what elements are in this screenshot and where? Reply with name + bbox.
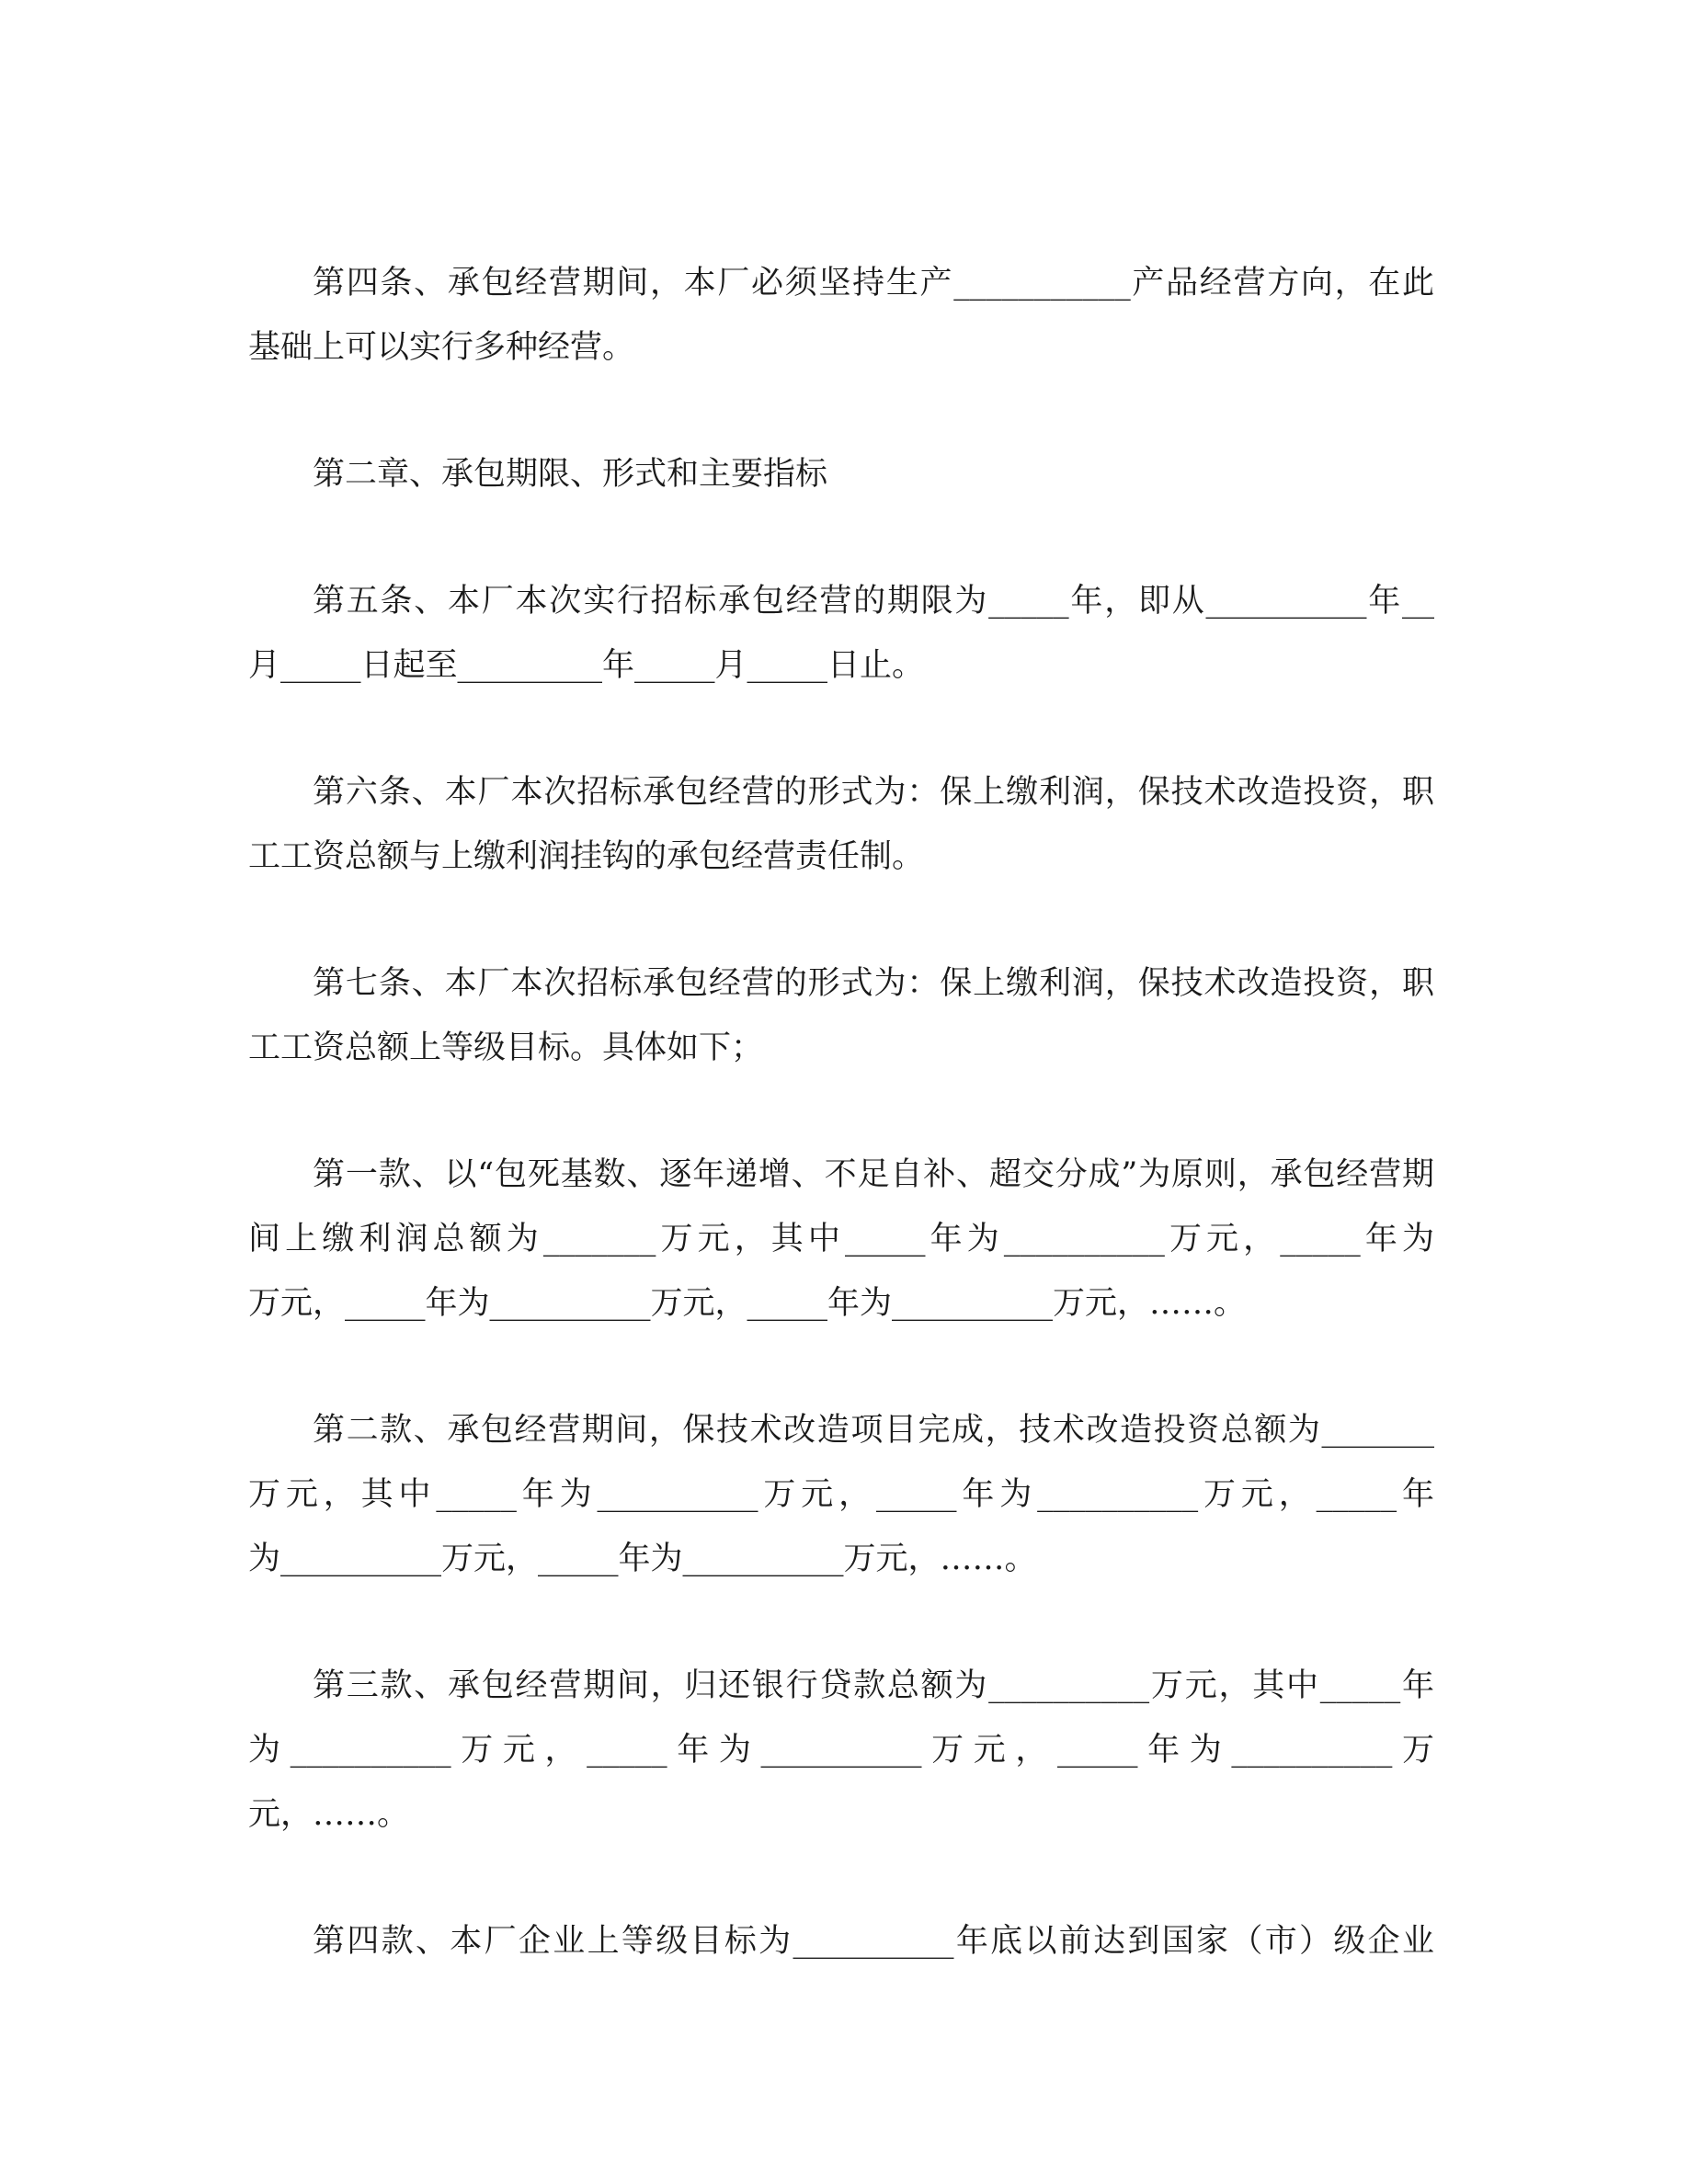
article-6-line-2: 工工资总额与上缴利润挂钩的承包经营责任制。	[248, 838, 925, 875]
clause-4-line-1: 第四款、本厂企业上等级目标为__________年底以前达到国家（市）级企业	[313, 1923, 1434, 1960]
article-5-line-2: 月_____日起至_________年_____月_____日止。	[248, 647, 925, 684]
clause-3-line-1: 第三款、承包经营期间，归还银行贷款总额为__________万元，其中_____年	[313, 1667, 1434, 1704]
clause-1-line-2: 间上缴利润总额为_______万元，其中_____年为__________万元，_____年为	[248, 1221, 1434, 1257]
clause-2-line-3: 为__________万元，_____年为__________万元，……。	[248, 1541, 1037, 1577]
article-7-line-1: 第七条、本厂本次招标承包经营的形式为：保上缴利润，保技术改造投资，职	[313, 965, 1434, 1002]
article-4-line-2: 基础上可以实行多种经营。	[248, 329, 635, 366]
clause-2-line-2: 万元，其中_____年为__________万元，_____年为__________万元，_____年	[248, 1476, 1434, 1513]
article-5-line-1: 第五条、本厂本次实行招标承包经营的期限为_____年，即从__________年__	[313, 583, 1434, 620]
clause-1-line-3: 万元，_____年为__________万元，_____年为__________万元，……。	[248, 1285, 1247, 1322]
clause-3-line-3: 元，……。	[248, 1796, 410, 1833]
clause-3-line-2: 为__________万元，_____年为__________万元，_____年为__________万	[248, 1732, 1434, 1769]
chapter-2-heading: 第二章、承包期限、形式和主要指标	[313, 456, 828, 493]
article-4-line-1: 第四条、承包经营期间，本厂必须坚持生产___________产品经营方向，在此	[313, 265, 1434, 301]
article-7-line-2: 工工资总额上等级目标。具体如下；	[248, 1029, 764, 1066]
article-6-line-1: 第六条、本厂本次招标承包经营的形式为：保上缴利润，保技术改造投资，职	[313, 774, 1434, 811]
clause-1-line-1: 第一款、以“包死基数、逐年递增、不足自补、超交分成”为原则，承包经营期	[313, 1156, 1434, 1193]
clause-2-line-1: 第二款、承包经营期间，保技术改造项目完成，技术改造投资总额为_______	[313, 1412, 1434, 1449]
